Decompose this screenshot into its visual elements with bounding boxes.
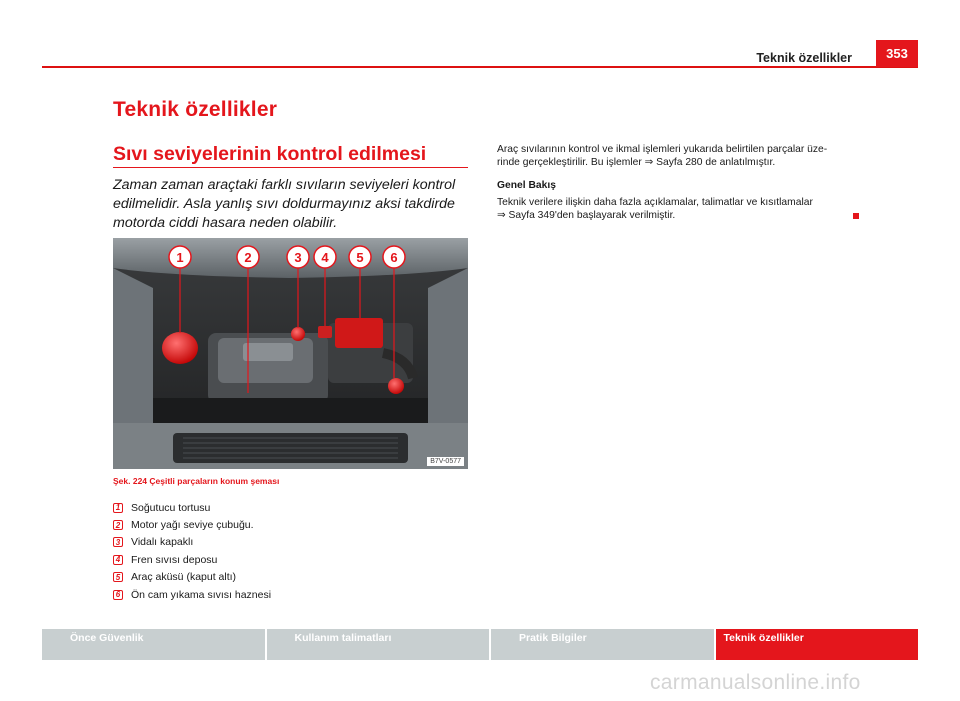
legend-text: Motor yağı seviye çubuğu. — [131, 519, 254, 532]
legend-item — [113, 586, 271, 603]
callout-3: 3 — [294, 250, 302, 265]
legend-number-badge: 1 — [113, 503, 123, 513]
legend-item — [113, 551, 271, 568]
running-header-title: Teknik özellikler — [756, 51, 852, 65]
body-text-column — [497, 143, 859, 222]
figure-caption: Şek. 224 Çeşitli parçaların konum şeması — [113, 476, 280, 486]
legend-text: Soğutucu tortusu — [131, 501, 211, 514]
callout-6: 6 — [390, 250, 398, 265]
chapter-title: Teknik özellikler — [113, 98, 278, 121]
footer-tab-operating-instructions[interactable]: Kullanım talimatları — [267, 629, 492, 660]
body-line: ⇒ Sayfa 349'den başlayarak verilmiştir. — [497, 210, 676, 221]
legend-item — [113, 516, 271, 533]
watermark: carmanualsonline.info — [650, 671, 861, 694]
legend-text: Fren sıvısı deposu — [131, 553, 218, 566]
body-paragraph — [497, 196, 859, 222]
legend-text: Vidalı kapaklı — [131, 536, 194, 549]
legend-number-badge: 3 — [113, 537, 123, 547]
section-divider — [113, 167, 468, 168]
header-rule — [42, 66, 918, 68]
intro-paragraph — [113, 176, 473, 233]
legend-number-badge: 4 — [113, 555, 123, 565]
legend-number-badge: 6 — [113, 590, 123, 600]
section-title: Sıvı seviyelerinin kontrol edilmesi — [113, 143, 427, 165]
page-number-badge: 353 — [876, 40, 918, 67]
legend-number-badge: 5 — [113, 572, 123, 582]
footer-tab-safety[interactable]: Önce Güvenlik — [42, 629, 267, 660]
body-line: rinde gerçekleştirilir. Bu işlemler ⇒ Sayfa 280 de anlatılmıştır. — [497, 157, 776, 168]
subheading-genel-bakis: Genel Bakış — [497, 180, 556, 191]
figure-code: B7V-0577 — [427, 457, 464, 466]
callout-2: 2 — [244, 250, 252, 265]
footer-tab-technical-specs[interactable]: Teknik özellikler — [716, 629, 919, 660]
engine-bay-figure — [113, 238, 468, 469]
legend-item — [113, 499, 271, 516]
body-line: Araç sıvılarının kontrol ve ikmal işlemleri yukarıda belirtilen parçalar üze- — [497, 144, 828, 155]
intro-line: edilmelidir. Asla yanlış sıvı doldurmayınız aksi takdirde — [113, 196, 455, 212]
engine-bay-illustration — [113, 238, 468, 469]
callout-5: 5 — [356, 250, 364, 265]
legend-text: Ön cam yıkama sıvısı haznesi — [131, 588, 272, 601]
body-paragraph — [497, 143, 859, 169]
section-end-marker — [853, 213, 859, 219]
intro-line: Zaman zaman araçtaki farklı sıvıların seviyeleri kontrol — [113, 177, 456, 193]
legend-item — [113, 534, 271, 551]
callout-1: 1 — [176, 250, 184, 265]
intro-line: motorda ciddi hasara neden olabilir. — [113, 215, 338, 231]
legend-item — [113, 569, 271, 586]
body-line: Teknik verilere ilişkin daha fazla açıklamalar, talimatlar ve kısıtlamalar — [497, 197, 813, 208]
footer-tab-practical-info[interactable]: Pratik Bilgiler — [491, 629, 716, 660]
legend-text: Araç aküsü (kaput altı) — [131, 571, 237, 584]
callout-4: 4 — [321, 250, 329, 265]
legend-number-badge: 2 — [113, 520, 123, 530]
figure-legend — [113, 499, 271, 603]
footer-navigation — [42, 629, 918, 660]
